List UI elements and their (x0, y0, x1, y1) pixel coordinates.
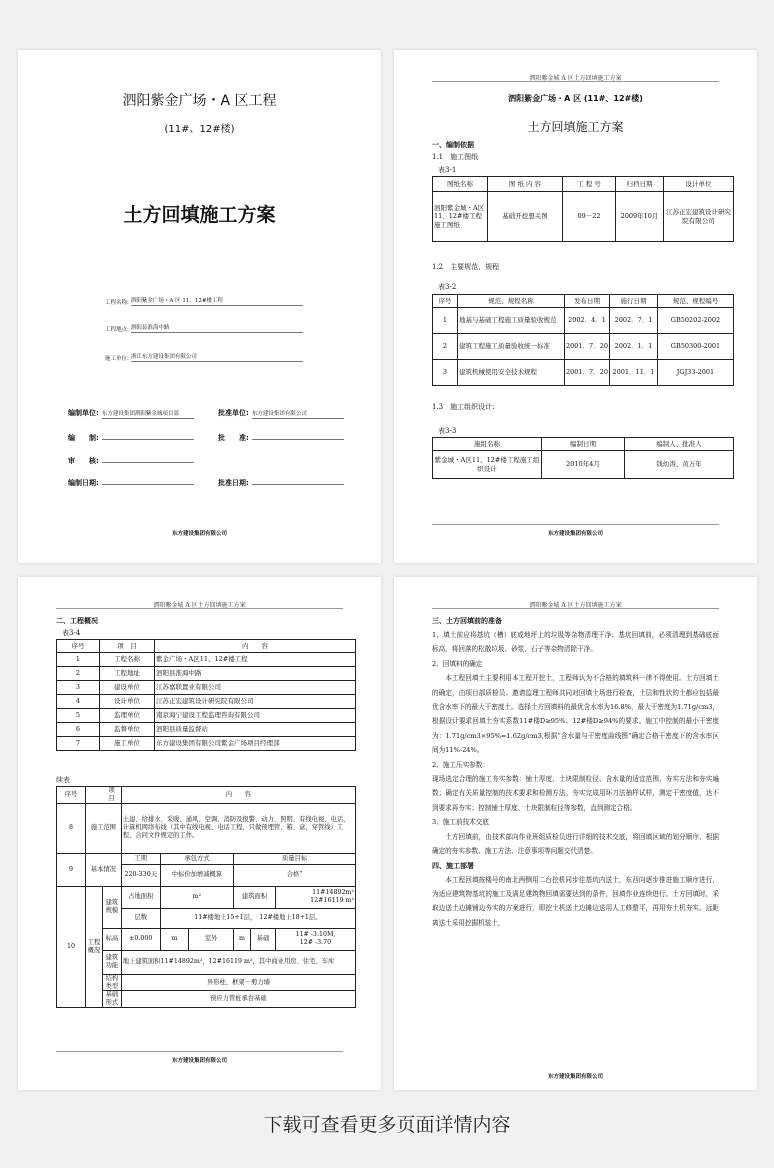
table-cell: 结构类型 (103, 974, 122, 991)
header-divider (432, 81, 719, 82)
table-caption: 表3-1 (438, 166, 457, 174)
table-header-cell: 序号 (57, 787, 86, 804)
page-basis (394, 50, 757, 563)
table-header-spacer (86, 787, 103, 804)
table-header-cell: 规范、规程名称 (458, 295, 565, 308)
page-overview (18, 577, 381, 1090)
table-cell: 建筑面积 (234, 886, 276, 908)
page-header: 泗阳紫金城 A 区土方回填施工方案 (153, 602, 246, 609)
table-cell: 地基与基础工程施工质量验收规范 (458, 308, 565, 334)
info-label: 施工单位: (105, 356, 129, 362)
table-header-cell: 项 目 (100, 640, 155, 653)
org-design-table (432, 437, 734, 479)
compiler-label: 编 制: (68, 434, 99, 442)
table-cell: 泗阳县质量监督站 (155, 723, 356, 737)
table-cell: 3 (57, 681, 100, 695)
table-cell: 2 (433, 334, 458, 360)
table-cell: 建筑工程施工质量验收统一标准 (458, 334, 565, 360)
info-row-contractor (105, 352, 303, 362)
table-cell: m (234, 928, 251, 950)
table-cell: 11#楼地上15+1层， 12#楼地上18+1层。 (160, 908, 355, 928)
section-heading: 一、编制依据 (432, 141, 474, 149)
table-cell: 层数 (121, 908, 160, 928)
approve-unit (218, 408, 344, 419)
table-header-row (57, 787, 356, 804)
overview-continued-table (56, 786, 356, 1008)
table-cell: 异形柱、框架－剪力墙 (121, 974, 355, 991)
table-caption: 表3-2 (438, 283, 457, 291)
table-cell: 2002．7．1 (610, 308, 658, 334)
plan-title: 土方回填施工方案 (527, 120, 624, 134)
main-title: 土方回填施工方案 (123, 204, 276, 226)
reviewer-field (68, 455, 194, 466)
footer-divider (432, 524, 719, 525)
section-heading: 四、施工部署 (432, 861, 474, 870)
approve-date-blank (252, 477, 344, 485)
table-cell: 土建、给排水、采暖、通风、空调、消防及报警、动力、照明、有线电视、电话、计算机网络布线（其中有线电视、电话工程，只做预埋管、箱、盒，穿管线）工程，合同文件规定的工作。 (121, 803, 355, 853)
table-header-cell: 编制人、批准人 (625, 438, 734, 451)
table-cell: 承包方式 (160, 853, 233, 864)
info-value: 浙江东方建设集团有限公司 (131, 352, 303, 362)
table-header-cell: 序号 (57, 640, 100, 653)
table-header-cell: 序号 (433, 295, 458, 308)
page-footer: 东方建设集团有限公司 (171, 1058, 227, 1064)
table-cell: 2002．1．1 (610, 334, 658, 360)
table-cell: 基础 (251, 928, 276, 950)
page-preparation (394, 577, 757, 1090)
table-cell: 8 (57, 803, 86, 853)
section-heading: 三、土方回填前的准备 (432, 617, 502, 625)
table-cell: m (160, 928, 188, 950)
table-row (57, 695, 356, 709)
table-cell: 09－22 (563, 192, 616, 242)
table-header-cell: 工 程 号 (563, 177, 616, 192)
table-row (433, 451, 734, 479)
table-cell: ±0.000 (121, 928, 160, 950)
paragraph: 2、回填料的确定 (432, 659, 483, 668)
table-cell: 江苏嘉联置业有限公司 (155, 681, 356, 695)
standards-table (432, 294, 734, 386)
table-cell: JGJ33-2001 (658, 360, 734, 386)
table-cell: 施工单位 (100, 737, 155, 751)
table-cell: 基础形式 (103, 991, 122, 1008)
table-cell: 中标价加增减概算 (160, 864, 233, 886)
table-cell: 1 (433, 308, 458, 334)
table-cell: 2009年10月 (616, 192, 664, 242)
approve-date-label: 批准日期: (218, 479, 249, 487)
page-header: 泗阳紫金城 A 区土方回填施工方案 (529, 602, 622, 609)
table-cell: GB50300-2001 (658, 334, 734, 360)
page-footer: 东方建设集团有限公司 (547, 531, 603, 537)
body-text (432, 614, 719, 930)
table-cell: 建筑功能 (103, 950, 122, 974)
table-cell: 工期 (121, 853, 160, 864)
table-cell: 基本情况 (86, 853, 122, 886)
table-cell: 工程概况 (86, 886, 103, 1007)
info-row-project-site (105, 323, 303, 333)
table-cell: 5 (57, 709, 100, 723)
approve-unit-label: 批准单位: (218, 409, 249, 417)
table-cell: 4 (57, 695, 100, 709)
table-header-row (433, 295, 734, 308)
approver-label: 批 准: (218, 434, 249, 442)
table-cell: 占地面积 (121, 886, 160, 908)
page-header: 泗阳紫金城 A 区土方回填施工方案 (529, 75, 622, 82)
table-cell: 2001．7．20 (565, 334, 610, 360)
table-row (433, 192, 734, 242)
table-cell: 标高 (103, 928, 122, 950)
paragraph: 本工程回填土主要利用本工程开挖土，工程师认为不合格的填筑料一律不得使用。土方回填土的确定，由项目部质检员、邀请监理工程师共同对回填土场进行检查，土层和性状的土都应包括最优含水率下的最大干密度土。选择土方回填料的最优含水率为16.8%，最大干密度为1.71g/cm3，根据设计要求回填土夯实系数11#楼D≥95%、12#楼D≥94%的要求。施工中控制的最小干密度为：1.71g/cm3×95%=1.62g/cm3,根据“含水量与干密度曲线图”确定合格干密度下的含水率区间为11%-24%。 (432, 674, 719, 755)
compile-unit-value: 东方建设集团泗阳紫金城项目部 (102, 409, 194, 419)
info-row-project-name (105, 296, 303, 306)
table-header-cell: 归档日期 (616, 177, 664, 192)
table-header-cell: 施组名称 (433, 438, 542, 451)
compile-date-field (68, 477, 194, 488)
table-header-cell: 图纸名称 (433, 177, 488, 192)
table-cell: 10 (57, 886, 86, 1007)
compiler-blank (102, 432, 194, 440)
table-cell: 南京海宁建设工程监理咨询有限公司 (155, 709, 356, 723)
table-header-row (57, 640, 356, 653)
approve-unit-value: 东方建设集团有限公司 (252, 409, 344, 419)
table-row (57, 723, 356, 737)
overview-table (56, 639, 356, 751)
header-divider (432, 608, 719, 609)
table-row (57, 853, 356, 864)
table-cell: 钱幼涛、黄万年 (625, 451, 734, 479)
table-header-cell: 发布日期 (565, 295, 610, 308)
table-cell: 紫金广场・A区11、12#楼工程 (155, 653, 356, 667)
paragraph: 土方回填前，由技术部向作业班组质检员进行详细的技术交底，将回填区域的划分顺序、根据确定的夯实参数、施工方法、注意事项等问题交代清楚。 (432, 832, 719, 856)
table-row (433, 334, 734, 360)
table-header-cell: 项 目 (103, 787, 122, 804)
table-row (57, 653, 356, 667)
table-header-cell: 内 容 (155, 640, 356, 653)
paragraph: 本工程回填按楼号的南北两侧用二台挖机同步往基坑内送土，东西向逐步推进施工顺序进行，为适应建筑物基坑的施工及满足建筑物回填需要达到的条件，回填作业连续进行。土方回填时，采取边送土边摊铺边夯实的方案进行，即挖土机送土边摊边送用人工修整平，再用夯土机夯实。远距离送土采用挖掘机装土， (432, 875, 719, 927)
table-row (433, 308, 734, 334)
paragraph: 3、施工前技术交底 (432, 818, 489, 827)
table-cell: 泗阳紫金城・A区11、12#楼工程施工图纸 (433, 192, 488, 242)
table-header-row (433, 177, 734, 192)
table-cell: 3 (433, 360, 458, 386)
table-cell: m² (160, 886, 233, 908)
table-cell: 江苏正宏建筑设计研究院有限公司 (664, 192, 734, 242)
table-cell: 11# -3.10M, 12# -3.70 (275, 928, 355, 950)
table-cell: 基础开挖想关图 (488, 192, 563, 242)
table-row (57, 709, 356, 723)
table-caption: 表3-4 (62, 629, 81, 637)
table-cell: 7 (57, 737, 100, 751)
table-cell: 1 (57, 653, 100, 667)
table-cell: 地上建筑面积11#14892m²，12#16119 m²，其中商业用房、住宅、车库 (121, 950, 355, 974)
table-cell: 2 (57, 667, 100, 681)
compile-date-label: 编制日期: (68, 479, 99, 487)
table-cell: 监督单位 (100, 723, 155, 737)
info-label: 工程名称: (105, 300, 129, 306)
table-row (57, 737, 356, 751)
download-more-caption[interactable]: 下载可查看更多页面详情内容 (263, 1114, 511, 1136)
footer-divider (56, 1051, 343, 1052)
table-header-cell: 施行日期 (610, 295, 658, 308)
table-row (57, 681, 356, 695)
buildings-title: (11#、12#楼) (164, 124, 235, 135)
table-cell: 室外 (189, 928, 234, 950)
table-cell: 工程名称 (100, 653, 155, 667)
reviewer-label: 审 核: (68, 457, 99, 465)
paragraph: 现场选定合理的施工夯实参数：铺土厚度、土块限制粒径、含水量的适宜范围、夯实方法和夯实遍数；确定有关质量控制的技术要求和检测方法。夯实完成用环刀法抽样试样，测定干密度值，达不到要求再夯实；控制铺土厚度、土块限制粒径等参数，直到测定合格。 (432, 775, 719, 812)
table-cell: 建设单位 (100, 681, 155, 695)
table-row (433, 360, 734, 386)
project-heading: 泗阳紫金广场・A 区 (11#、12#楼) (508, 94, 643, 103)
subsection-heading: 1.1 施工图纸 (432, 153, 479, 161)
approve-date-field (218, 477, 344, 488)
table-header-cell: 图 纸 内 容 (488, 177, 563, 192)
compile-date-blank (102, 477, 194, 485)
table-cell: 建筑机械使用安全技术规程 (458, 360, 565, 386)
project-title: 泗阳紫金广场・A 区工程 (122, 93, 277, 109)
table-cell: 设计单位 (100, 695, 155, 709)
info-label: 工程地点: (105, 327, 129, 333)
table-cell: 2002．4．1 (565, 308, 610, 334)
table-header-cell: 内 容 (121, 787, 355, 804)
info-value: 泗阳县淮海中路 (131, 323, 303, 333)
paragraph: 2、施工压实参数： (432, 760, 489, 769)
compile-unit (68, 408, 194, 419)
table-cell: 建筑规模 (103, 886, 122, 928)
table-cell: 合格” (234, 864, 356, 886)
table-header-cell: 规范、规程编号 (658, 295, 734, 308)
table-cell: 220-330天 (121, 864, 160, 886)
approver-field (218, 432, 344, 443)
table-cell: 施工范围 (86, 803, 122, 853)
page-footer: 东方建设集团有限公司 (171, 531, 227, 537)
table-cell: 6 (57, 723, 100, 737)
table-cell: 预应力管桩承台基础 (121, 991, 355, 1008)
table-header-cell: 设计单位 (664, 177, 734, 192)
table-caption: 续表 (56, 776, 70, 784)
table-cell: 2001．11．1 (610, 360, 658, 386)
drawings-table (432, 176, 734, 242)
table-caption: 表3-3 (438, 427, 457, 435)
table-cell: 质量目标 (234, 853, 356, 864)
page-footer: 东方建设集团有限公司 (394, 1069, 757, 1080)
table-row (57, 886, 356, 908)
compile-unit-label: 编制单位: (68, 409, 99, 417)
table-cell: 江苏正宏建筑设计研究院有限公司 (155, 695, 356, 709)
subsection-heading: 1.2 主要规范、规程 (432, 263, 500, 271)
table-cell: 2010年4月 (542, 451, 625, 479)
table-cell: 工程地址 (100, 667, 155, 681)
table-cell: 9 (57, 853, 86, 886)
table-cell: 东方建设集团有限公司紫金广场项目经理部 (155, 737, 356, 751)
table-header-cell: 编制日期 (542, 438, 625, 451)
table-row (57, 667, 356, 681)
table-cell: 2001．7．20 (565, 360, 610, 386)
table-cell: 泗阳县淮海中路 (155, 667, 356, 681)
paragraph: 1、填土前应将基坑（槽）底或地坪上的垃圾等杂物清理干净；基坑回填前，必须清理到基础底面标高，将回落的松散垃圾、砂浆、石子等杂物清除干净。 (432, 631, 719, 654)
page-cover (18, 50, 381, 563)
approver-blank (252, 432, 344, 440)
table-row (57, 803, 356, 853)
header-divider (56, 608, 343, 609)
subsection-heading: 1.3 施工组织设计: (432, 403, 495, 411)
info-value: 泗阳紫金广场・A 区 11、12#楼工程 (131, 296, 303, 306)
table-cell: 11#14892m² 12#16119 m² (275, 886, 355, 908)
reviewer-blank (102, 455, 194, 463)
table-header-row (433, 438, 734, 451)
compiler-field (68, 432, 194, 443)
section-heading: 二、工程概况 (56, 617, 98, 625)
table-cell: GB50202-2002 (658, 308, 734, 334)
table-cell: 紫金城・A区11、12#楼工程施工组织设计 (433, 451, 542, 479)
table-cell: 监理单位 (100, 709, 155, 723)
